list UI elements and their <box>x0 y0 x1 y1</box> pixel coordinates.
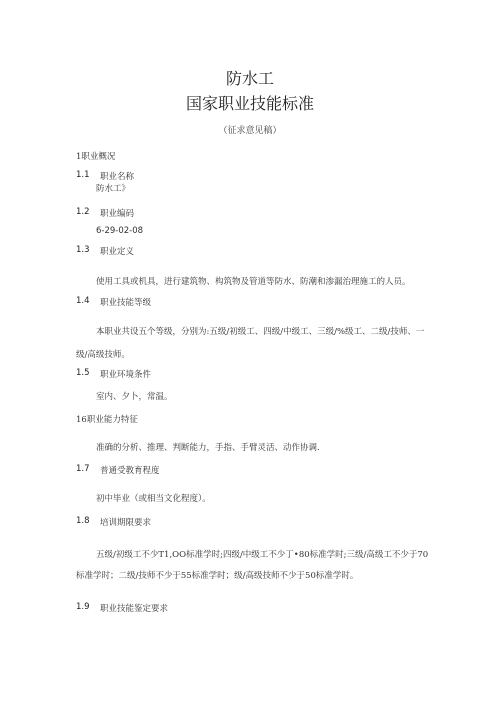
section-1-5-number: 1.5 <box>76 368 90 378</box>
section-1-4-content-line1: 本职业共设五个等级，分别为:五级/初级工、四级/中级工、三级/%级工、二级/技师、一 <box>96 327 425 337</box>
section-1-5-title: 职业环境条件 <box>100 370 152 380</box>
section-1-8-content-line1: 五级/初级工不少T1,OO标准学时;四级/中级工不少丁•80标准学时;三级/高级工不少于70 <box>96 550 429 560</box>
section-1-7-number: 1.7 <box>76 464 90 474</box>
section-1-5-content: 室内、夕卜，常温。 <box>96 392 173 402</box>
section-1-heading: 1职业概况 <box>76 152 116 162</box>
section-1-8-content-line2: 标准学时；二级/技师不少于55标准学时；级/高级技师不少于50标准学时。 <box>76 571 359 581</box>
section-1-7-content: 初中毕业（或相当文化程度）。 <box>96 494 211 504</box>
section-1-1-content: 防水工》 <box>96 184 131 194</box>
section-1-2-number: 1.2 <box>76 207 90 217</box>
section-1-4-number: 1.4 <box>76 296 90 306</box>
section-1-1-title: 职业名称 <box>100 172 135 182</box>
section-1-8-number: 1.8 <box>76 516 90 526</box>
section-1-6-content: 准确的分析、推理、判断能力，手指、手臂灵活、动作协调. <box>96 443 320 453</box>
section-1-3-content: 使用工具或机具，进行建筑物、构筑物及管道等防水、防潮和渗漏治理施工的人员。 <box>96 277 411 287</box>
document-title: 防水工 <box>225 69 274 88</box>
section-1-3-number: 1.3 <box>76 245 90 255</box>
section-1-9-number: 1.9 <box>76 602 90 612</box>
section-1-4-title: 职业技能等级 <box>100 298 152 308</box>
document-standard-title: 国家职业技能标准 <box>185 94 314 113</box>
section-1-9-title: 职业技能鉴定要求 <box>100 604 169 614</box>
section-1-6-heading: 16职业能力特征 <box>76 415 138 425</box>
section-1-2-content: 6-29-02-08 <box>96 226 144 236</box>
section-1-8-title: 培训期限要求 <box>100 518 152 528</box>
section-1-7-title: 普通受教育程度 <box>100 466 160 476</box>
section-1-4-content-line2: 级/高级技师。 <box>76 350 130 360</box>
draft-note: （征求意见稿） <box>218 126 282 136</box>
section-1-2-title: 职业编码 <box>100 209 135 219</box>
section-1-3-title: 职业定义 <box>100 247 135 257</box>
section-1-1-number: 1.1 <box>76 170 90 180</box>
